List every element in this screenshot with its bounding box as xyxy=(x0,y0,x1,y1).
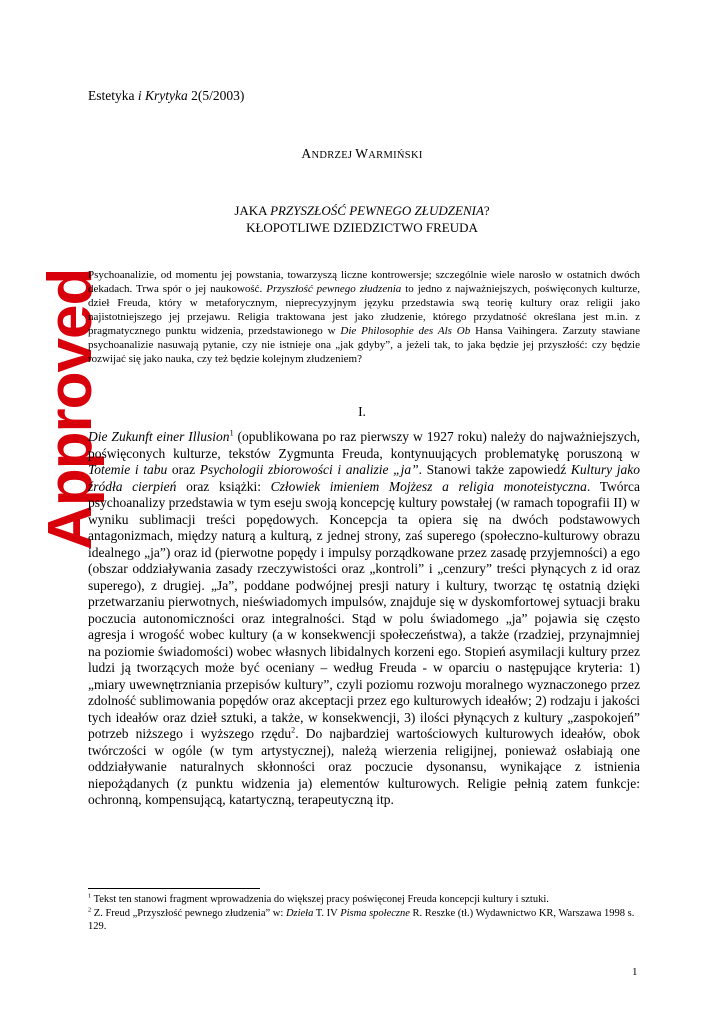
article-title xyxy=(88,202,636,236)
section-heading: I. xyxy=(358,404,366,419)
approved-stamp-text: Approved xyxy=(36,268,105,550)
footnote-ref-1: 1 xyxy=(229,428,234,438)
author-name: ANDRZEJ WARMIŃSKI xyxy=(301,146,423,161)
footnote-ref-2: 2 xyxy=(291,725,296,735)
footnotes xyxy=(88,893,640,934)
journal-header: Estetyka i Krytyka 2(5/2003) xyxy=(88,88,245,103)
page-number: 1 xyxy=(632,966,638,978)
approved-stamp xyxy=(0,268,105,550)
footnote-divider xyxy=(88,888,260,889)
title-line-2: KŁOPOTLIWE DZIEDZICTWO FREUDA xyxy=(246,220,478,235)
body-text: Die Zukunft einer Illusion$^1$ (opublikowana po raz pierwszy w 1927 roku) należy do najważniejszych, poświęconych kulturze, tekstów Zygmunta Freuda, kontynuujących problematykę poruszoną w Totemie i tabu oraz Psychologii zbiorowości i analizie „ja”. Stanowi także zapowiedź Kultury jako źródła cierpień oraz książki: Człowiek imieniem Mojżesz a religia monoteistyczna. Twórca psychoanalizy przedstawia w tym eseju swoją koncepcję kultury powstałej (w ramach topografii II) w wyniku sublimacji treści popędowych. Koncepcja ta opiera się na dwóch podstawowych antagonizmach, między naturą a kulturą, z jednej strony, zaś superego (społeczno-kulturowy obrazu idealnego „ja”) oraz id (pierwotne popędy i impulsy porządkowane przez zasadę przyjemności) a ego (obszar oddziaływania zasady rzeczywistości oraz „kontroli” i „cenzury” treści płynących z id oraz superego), z drugiej. „Ja”, poddane podwójnej presji natury i kultury, tworząc tę ostatnią dzięki przetwarzaniu pierwotnych, nieświadomych impulsów, znajduje się w dyskomfortowej sytuacji braku poczucia autonomiczności oraz integralności. Stąd w polu świadomego „ja” pojawia się często agresja i wrogość wobec kultury (a w konsekwencji społeczeństwa), a także (rzadziej, przynajmniej na poziomie świadomości) wobec własnych libidalnych korzeni ego. Stopień asymilacji kultury przez ludzi ją tworzących może być oceniany – według Freuda - w oparciu o następujące kryteria: 1) „miary uwewnętrzniania przepisów kultury”, czyli poziomu rozwoju moralnego wyznaczonego przez zdolność sublimowania popędów oraz akceptacji przez ego kulturowych ideałów; 2) rodzaju i jakości tych ideałów oraz dzieł sztuki, a także, w konsekwencji, 3) ilości płynących z kultury „zaspokojeń” potrzeb niższego i wyższego rzędu$^2$. Do najbardziej wartościowych kulturowych ideałów, obok twórczości w ogóle (w tym artystycznej), należą wierzenia religijnej, ponieważ osłabiają one oddziaływanie naturalnych skłonności oraz poczucie dysonansu, wynikające z istnienia niepożądanych (z punktu widzenia ja) elementów kulturowych. Religie pełnią zatem funkcje: ochronną, kompensującą, katartyczną, terapeutyczną itp. xyxy=(88,428,641,807)
abstract: Psychoanalizie, od momentu jej powstania, towarzyszą liczne kontrowersje; szczególnie wiele narosło w ostatnich dwóch dekadach. Trwa spór o jej naukowość. Przyszłość pewnego złudzenia to jedno z najważniejszych, poświęconych kulturze, dzieł Freuda, który w metaforycznym, nieprecyzyjnym języku przedstawia swą teorię kultury oraz religii jako najistotniejszego jej przejawu. Religia traktowana jest jako złudzenie, którego przydatność określana jest m.in. z pragmatycznego punktu widzenia, przedstawionego w Die Philosophie des Als Ob Hansa Vaihingera. Zarzuty stawiane psychoanalizie nasuwają pytanie, czy nie istnieje ona „jak gdyby”, a jeżeli tak, to jaka będzie jej przyszłość: czy będzie rozwijać się jako nauka, czy też będzie kolejnym złudzeniem? xyxy=(88,269,640,365)
footnote-2: $^2$ Z. Freud „Przyszłość pewnego złudzenia” w: Dzieła T. IV Pisma społeczne R. Reszke (tł.) Wydawnictwo KR, Warszawa 1998 s. 129. xyxy=(88,906,635,932)
title-line-1: JAKA PRZYSZŁOŚĆ PEWNEGO ZŁUDZENIA? xyxy=(234,203,490,218)
footnote-1: $^1$ Tekst ten stanowi fragment wprowadzenia do większej pracy poświęconej Freuda koncepcji kultury i sztuki. xyxy=(88,892,549,905)
